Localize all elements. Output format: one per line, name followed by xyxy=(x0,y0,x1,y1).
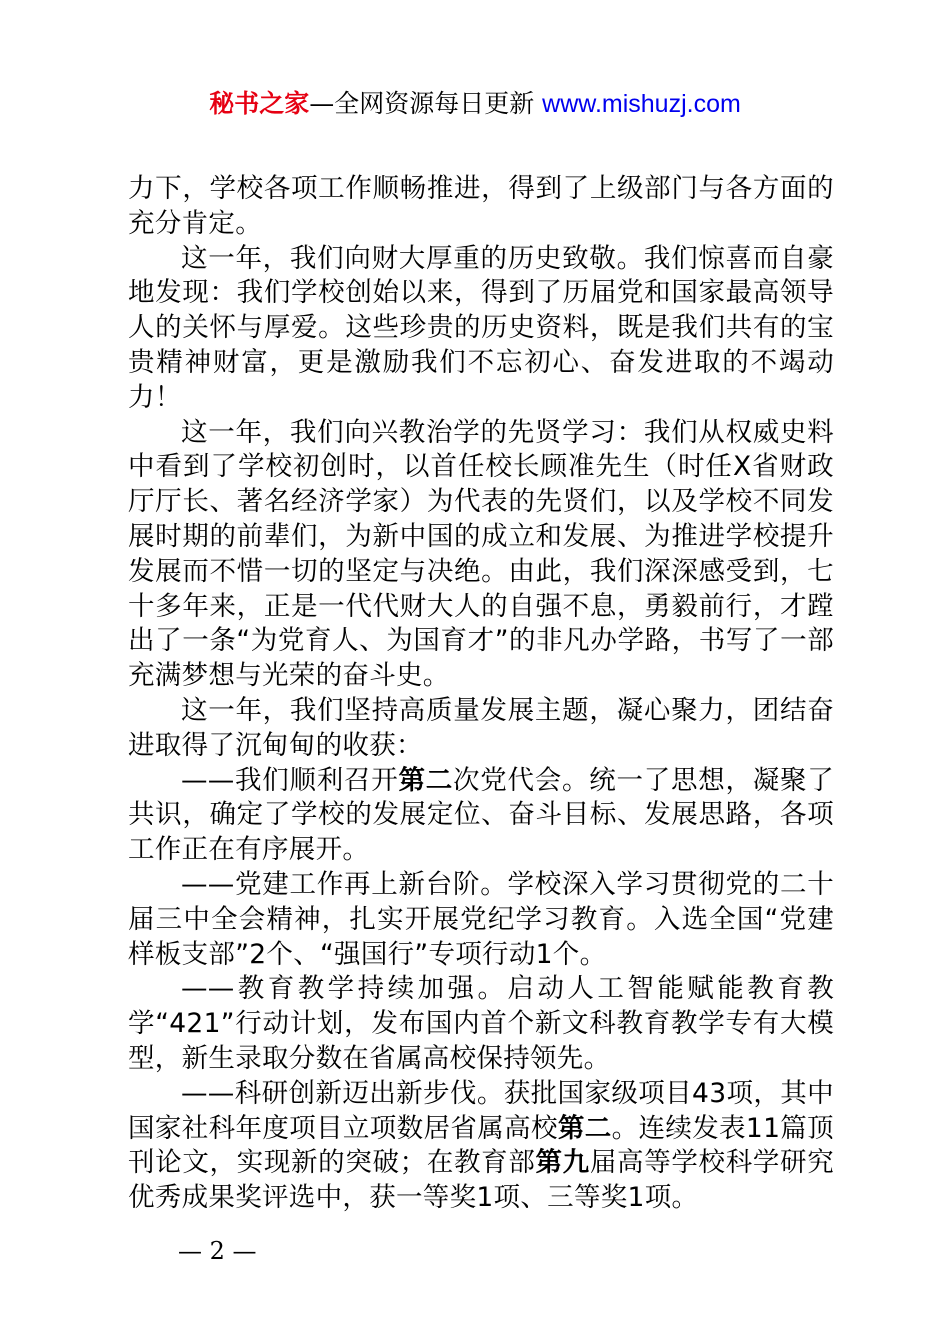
paragraph-continuation: 力下，学校各项工作顺畅推进，得到了上级部门与各方面的充分肯定。 xyxy=(128,173,834,239)
page-number: — 2 — xyxy=(178,1237,257,1265)
paragraph-achievements-intro: 这一年，我们坚持高质量发展主题，凝心聚力，团结奋进取得了沉甸甸的收获： xyxy=(128,694,834,761)
text-run: 届高等学校科学研究优秀成果奖评选中，获一等奖1项、三等奖1项。 xyxy=(128,1147,834,1214)
paragraph-research xyxy=(128,1077,834,1216)
header-tagline: 全网资源每日更新 xyxy=(334,89,543,118)
bold-run: 第二 xyxy=(398,764,454,796)
site-brand: 秘书之家 xyxy=(209,89,310,118)
paragraph-education: ——教育教学持续加强。启动人工智能赋能教育教学“421”行动计划，发布国内首个新文科教育教学专有大模型，新生录取分数在省属高校保持领先。 xyxy=(128,973,834,1074)
document-body xyxy=(128,172,834,1216)
paragraph-history: 这一年，我们向财大厚重的历史致敬。我们惊喜而自豪地发现：我们学校创始以来，得到了历届党和国家最高领导人的关怀与厚爱。这些珍贵的历史资料，既是我们共有的宝贵精神财富，更是激励我们不忘初心、奋发进取的不竭动力！ xyxy=(128,242,834,413)
bold-run: 第九 xyxy=(535,1147,590,1179)
text-run: 。连续发表11篇顶刊论文，实现新的突破；在教育部 xyxy=(128,1112,834,1179)
text-run: 次党代会。统一了思想，凝聚了共识，确定了学校的发展定位、奋斗目标、发展思路，各项工作正在有序展开。 xyxy=(128,764,834,866)
paragraph-predecessors: 这一年，我们向兴教治学的先贤学习：我们从权威史料中看到了学校初创时，以首任校长顾准先生（时任X省财政厅厅长、著名经济学家）为代表的先贤们，以及学校不同发展时期的前辈们，为新中国的成立和发展、为推进学校提升发展而不惜一切的坚定与决绝。由此，我们深深感受到，七十多年来，正是一代代财大人的自强不息，勇毅前行，才蹚出了一条“为党育人、为国育才”的非凡办学路，书写了一部充满梦想与光荣的奋斗史。 xyxy=(128,416,834,692)
text-run: ——科研创新迈出新步伐。获批国家级项目43项，其中国家社科年度项目立项数居省属高校 xyxy=(128,1077,834,1144)
header-separator: — xyxy=(309,89,335,118)
paragraph-party-congress xyxy=(128,764,834,868)
paragraph-party-building: ——党建工作再上新台阶。学校深入学习贯彻党的二十届三中全会精神，扎实开展党纪学习教育。入选全国“党建样板支部”2个、“强国行”专项行动1个。 xyxy=(128,868,834,970)
text-run: ——我们顺利召开 xyxy=(181,764,399,796)
site-header xyxy=(0,86,950,122)
site-url-link[interactable]: www.mishuzj.com xyxy=(542,90,741,118)
bold-run: 第二 xyxy=(557,1112,612,1144)
